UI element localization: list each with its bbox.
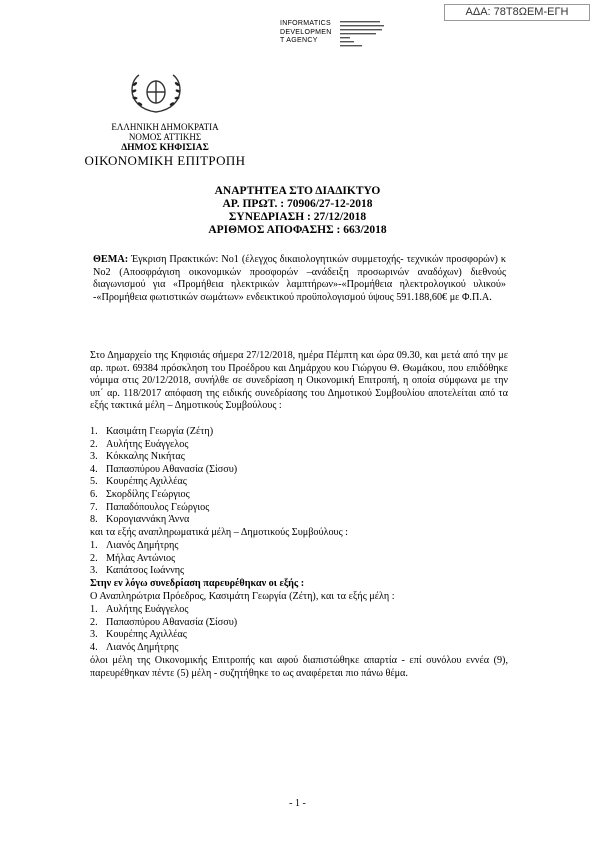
list-item: 1. Αυλήτης Ευάγγελος <box>90 604 189 615</box>
issuer-municipality: ΔΗΜΟΣ ΚΗΦΙΣΙΑΣ <box>121 143 209 153</box>
list-item: 3. Κόκκαλης Νικήτας <box>90 451 185 463</box>
issuer-prefecture: ΝΟΜΟΣ ΑΤΤΙΚΗΣ <box>128 132 202 142</box>
alternates-intro: και τα εξής αναπληρωματικά μέλη – Δημοτικούς Συμβούλους : <box>90 527 349 538</box>
list-item: 2. Αυλήτης Ευάγγελος <box>90 438 189 450</box>
list-item: 2. Παπασπύρου Αθανασία (Σίσσυ) <box>90 616 238 628</box>
alternate-members-list <box>90 540 508 578</box>
issuer-committee: ΟΙΚΟΝΟΜΙΚΗ ΕΠΙΤΡΟΠΗ <box>84 153 246 168</box>
list-item: 1. Λιανός Δημήτρης <box>90 540 179 551</box>
issuer-state: ΕΛΛΗΝΙΚΗ ΔΗΜΟΚΡΑΤΙΑ <box>111 122 219 132</box>
subject-label: ΘΕΜΑ: <box>93 254 129 265</box>
heading-decision: ΑΡΙΘΜΟΣ ΑΠΟΦΑΣΗΣ : 663/2018 <box>208 224 387 236</box>
list-item: 5. Κουρέπης Αχιλλέας <box>90 476 187 488</box>
present-intro: Ο Αναπληρώτρια Πρόεδρος, Κασιμάτη Γεωργία (Ζέτη), και τα εξής μέλη : <box>90 591 395 602</box>
ida-logo-smallprint <box>340 20 400 52</box>
present-heading: Στην εν λόγω συνεδρίαση παρευρέθηκαν οι εξής : <box>90 578 305 589</box>
subject-paragraph <box>93 254 506 304</box>
closing-paragraph: όλοι μέλη της Οικονομικής Επιτροπής και αφού διαπιστώθηκε απαρτία - επί συνόλου εννέα (9), παρευρέθηκαν πέντε (5) μέλη - συζητήθηκε το ως αναφέρεται πιο πάνω θέμα. <box>90 655 508 679</box>
list-item: 8. Κορογιαννάκη Άννα <box>90 514 190 526</box>
present-members-list <box>90 604 508 654</box>
greek-emblem-icon <box>126 72 186 116</box>
list-item: 2. Μήλας Αντώνιος <box>90 552 176 564</box>
heading-protocol: ΑΡ. ΠΡΩΤ. : 70906/27-12-2018 <box>222 198 373 210</box>
list-item: 3. Κουρέπης Αχιλλέας <box>90 629 187 641</box>
page-number: - 1 - <box>289 798 306 809</box>
ida-logo-line: DEVELOPMEN <box>280 28 332 36</box>
list-item: 4. Λιανός Δημήτρης <box>90 641 179 653</box>
ida-logo-line: T AGENCY <box>280 37 318 44</box>
ida-logo-line: INFORMATICS <box>280 20 332 27</box>
intro-paragraph: Στο Δημαρχείο της Κηφισιάς σήμερα 27/12/2018, ημέρα Πέμπτη και ώρα 09.30, και μετά από την με αρ. πρωτ. 69384 πρόσκληση του Προέδρου και Δημάρχου κου Γιώργου Θ. Θωμάκου, που επιδόθηκε νόμιμα στις 20/12/2018, συνήλθε σε συνεδρίαση η Οικονομική Επιτροπή, η οποία σύμφωνα με την υπ΄ αρ. 118/2017 απόφαση της ειδικής συνεδρίασης του Δημοτικού Συμβουλίου αποτελείται από τα εξής τακτικά μέλη – Δημοτικούς Συμβούλους : <box>90 350 508 412</box>
ada-stamp: ΑΔΑ: 78Τ8ΩΕΜ-ΕΓΗ <box>444 4 590 21</box>
list-item: 1. Κασιμάτη Γεωργία (Ζέτη) <box>90 426 214 437</box>
list-item: 4. Παπασπύρου Αθανασία (Σίσσυ) <box>90 463 238 475</box>
list-item: 3. Καπάτσος Ιωάννης <box>90 565 185 577</box>
list-item: 6. Σκορδίλης Γεώργιος <box>90 488 190 500</box>
subject-text: Έγκριση Πρακτικών: Νο1 (έλεγχος δικαιολογητικών συμμετοχής- τεχνικών προσφορών) κ Νο2 (Αποσφράγιση οικονομικών προσφορών –ανάδειξη προσωρινών αναδόχων) διεθνούς διαγωνισμού για «Προμήθεια ηλεκτρικών λαμπτήρων»-«Προμήθεια ηλεκτρολογικού υλικού» -«Προμήθεια φωτιστικών σωμάτων» ενδεικτικού προϋπολογισμού ύψους 591.188,60€ με Φ.Π.Α. <box>93 254 506 303</box>
regular-members-list <box>90 426 508 527</box>
heading-publish: ΑΝΑΡΤΗΤΕΑ ΣΤΟ ΔΙΑΔΙΚΤΥΟ <box>214 185 381 197</box>
heading-session: ΣΥΝΕΔΡΙΑΣΗ : 27/12/2018 <box>228 211 367 223</box>
list-item: 7. Παπαδόπουλος Γεώργιος <box>90 501 210 513</box>
